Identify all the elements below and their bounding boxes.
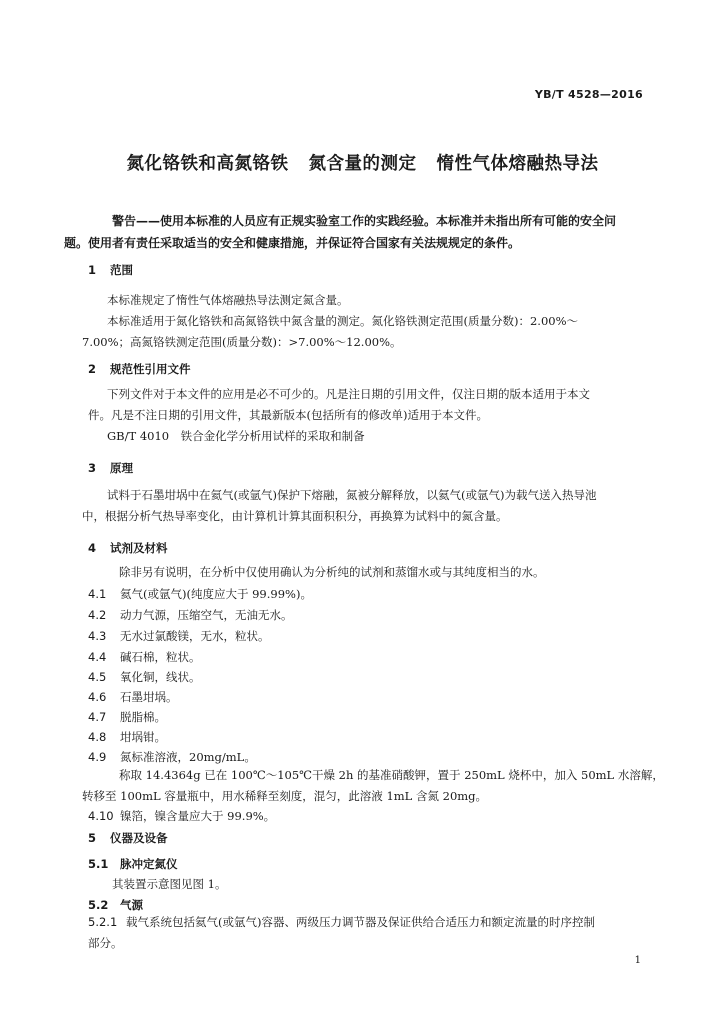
document-title xyxy=(0,150,725,175)
warning-paragraph xyxy=(64,210,644,254)
item-4-9-line-1: 称取 14.4364g 已在 100℃～105℃干燥 2h 的基准硝酸钾，置于 250mL 烧杯中，加入 50mL 水溶解， xyxy=(119,768,664,782)
section-3-line-1: 试料于石墨坩埚中在氦气(或氩气)保护下熔融，氮被分解释放，以氦气(或氩气)为载气送入热导池 xyxy=(107,488,597,502)
section-number: 4 xyxy=(88,541,97,555)
section-number: 5 xyxy=(88,831,97,845)
page-number: 1 xyxy=(634,955,641,966)
section-3-line-2: 中，根据分析气热导率变化，由计算机计算其面积积分，再换算为试料中的氮含量。 xyxy=(82,509,508,523)
list-item: 4.6 石墨坩埚。 xyxy=(88,690,178,704)
section-2-heading xyxy=(88,361,191,377)
section-title: 规范性引用文件 xyxy=(110,362,191,376)
warning-line-1: 警告——使用本标准的人员应有正规实验室工作的实践经验。本标准并未指出所有可能的安全问 xyxy=(112,214,617,228)
section-2-line-1: 下列文件对于本文件的应用是必不可少的。凡是注日期的引用文件，仅注日期的版本适用于本文 xyxy=(107,387,590,401)
section-1-body xyxy=(82,290,644,353)
title-part-1: 氮化铬铁和高氮铬铁 xyxy=(126,154,289,174)
section-title: 试剂及材料 xyxy=(110,541,168,555)
item-4-9-line-2: 转移至 100mL 容量瓶中，用水稀释至刻度，混匀，此溶液 1mL 含氮 20mg。 xyxy=(82,789,488,803)
section-4-intro xyxy=(88,562,644,583)
section-3-heading xyxy=(88,460,133,476)
section-number: 1 xyxy=(88,263,97,277)
section-title: 原理 xyxy=(110,461,133,475)
list-item: 4.7 脱脂棉。 xyxy=(88,710,166,724)
list-item: 4.5 氧化铜，线状。 xyxy=(88,670,201,684)
subsection-5-2-1-line-1: 5.2.1 载气系统包括氦气(或氩气)容器、两级压力调节器及保证供给合适压力和额定流量的时序控制 xyxy=(88,915,595,929)
list-item: 4.2 动力气源，压缩空气，无油无水。 xyxy=(88,608,293,622)
section-1-para-1: 本标准规定了惰性气体熔融热导法测定氮含量。 xyxy=(107,293,349,307)
section-1-para-2-line-2: 7.00%；高氮铬铁测定范围(质量分数)：>7.00%～12.00%。 xyxy=(82,335,402,349)
section-2-body xyxy=(88,384,644,447)
section-1-heading xyxy=(88,262,133,278)
section-2-line-2: 件。凡是不注日期的引用文件，其最新版本(包括所有的修改单)适用于本文件。 xyxy=(88,408,488,422)
section-5-heading xyxy=(88,830,168,846)
section-number: 2 xyxy=(88,362,97,376)
section-4-intro-text: 除非另有说明，在分析中仅使用确认为分析纯的试剂和蒸馏水或与其纯度相当的水。 xyxy=(119,565,545,579)
list-item: 4.8 坩埚钳。 xyxy=(88,730,166,744)
normative-reference: GB/T 4010 铁合金化学分析用试样的采取和制备 xyxy=(107,429,365,443)
list-item: 4.10 镍箔，镍含量应大于 99.9%。 xyxy=(88,809,276,823)
section-1-para-2-line-1: 本标准适用于氮化铬铁和高氮铬铁中氮含量的测定。氮化铬铁测定范围(质量分数)：2.00%～ xyxy=(107,314,579,328)
section-number: 3 xyxy=(88,461,97,475)
subsection-5-2-1 xyxy=(88,912,644,954)
list-item: 4.3 无水过氯酸镁，无水，粒状。 xyxy=(88,629,270,643)
warning-line-2: 题。使用者有责任采取适当的安全和健康措施，并保证符合国家有关法规规定的条件。 xyxy=(64,236,521,250)
subsection-5-2-heading: 5.2 气源 xyxy=(88,898,143,912)
subsection-5-2-1-line-2: 部分。 xyxy=(88,936,123,950)
section-title: 范围 xyxy=(110,263,133,277)
item-4-9-description xyxy=(82,765,664,807)
section-title: 仪器及设备 xyxy=(110,831,168,845)
section-3-body xyxy=(82,485,644,527)
section-4-heading xyxy=(88,540,168,556)
subsection-5-1-heading: 5.1 脉冲定氮仪 xyxy=(88,857,178,871)
list-item: 4.1 氦气(或氩气)(纯度应大于 99.99%)。 xyxy=(88,587,312,601)
list-item: 4.9 氮标准溶液，20mg/mL。 xyxy=(88,750,256,764)
title-part-3: 惰性气体熔融热导法 xyxy=(436,154,599,174)
standard-code: YB/T 4528—2016 xyxy=(534,88,643,101)
subsection-5-1-text: 其装置示意图见图 1。 xyxy=(112,877,227,891)
list-item: 4.4 碱石棉，粒状。 xyxy=(88,650,201,664)
title-part-2: 氮含量的测定 xyxy=(308,154,417,174)
